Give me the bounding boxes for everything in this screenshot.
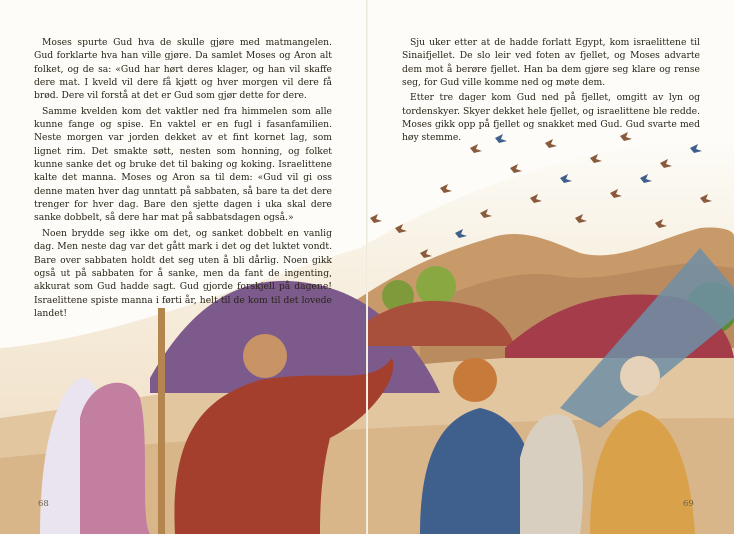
right-page-text <box>402 36 700 147</box>
paragraph: Etter tre dager kom Gud ned på fjellet, omgitt av lyn og tordenskyer. Skyer dekket hele fjellet, og israelittene ble redde. Moses gikk opp på fjellet og snakket med Gud. Gud svarte med høy stemme. <box>402 92 700 144</box>
left-page-text <box>34 36 332 322</box>
page-number-right: 69 <box>683 499 694 509</box>
paragraph: Sju uker etter at de hadde forlatt Egypt, kom israelittene til Sinaifjellet. De slo leir ved foten av fjellet, og Moses advarte dem mot å berøre fjellet. Han ba dem gjøre seg klare og rense seg, for Gud ville komme ned og møte dem. <box>402 37 700 89</box>
paragraph: Noen brydde seg ikke om det, og sanket dobbelt en vanlig dag. Men neste dag var det gått mark i det og det luktet vondt. Bare over sabbaten holdt det seg uten å bli dårlig. Noen gikk også ut på sabbaten for å sanke, men da fant de ingenting, akkurat som Gud hadde sagt. Gud gjorde forskjell på dagene! Israelittene spiste manna i førti år, helt til de kom til det lovede landet! <box>34 227 332 319</box>
turban-head <box>453 358 497 402</box>
elder-head <box>620 356 660 396</box>
page-number-left: 68 <box>38 499 49 509</box>
tree-shape <box>416 266 456 306</box>
paragraph: Samme kvelden kom det vaktler ned fra himmelen som alle kunne fange og spise. En vaktel er en fugl i fasanfamilien. Neste morgen var jorden dekket av et fint kornet lag, som lignet rim. Det smakte søtt, nesten som honning, og folket kunne sanke det og bruke det til baking og koking. Israelittene kalte det manna. Moses og Aron sa til dem: «Gud vil gi oss denne maten hver dag unntatt på sabbaten, så bare ta det dere trenger for hver dag. Bare den sjette dagen i uka skal dere sanke dobbelt, så dere har mat på sabbatsdagen også.» <box>34 105 332 224</box>
book-gutter <box>366 0 368 534</box>
paragraph: Moses spurte Gud hva de skulle gjøre med matmangelen. Gud forklarte hva han ville gjøre. Da samlet Moses og Aron alt folket, og de sa: «Gud har hørt deres klager, og han vil skaffe dere mat. I kveld vil dere få kjøtt og hver morgen vil dere få brød. Dere vil forstå at det er Gud som gjør dette for dere. <box>34 37 332 102</box>
child-figure <box>80 383 150 534</box>
man-head <box>243 334 287 378</box>
staff-icon <box>158 308 165 534</box>
